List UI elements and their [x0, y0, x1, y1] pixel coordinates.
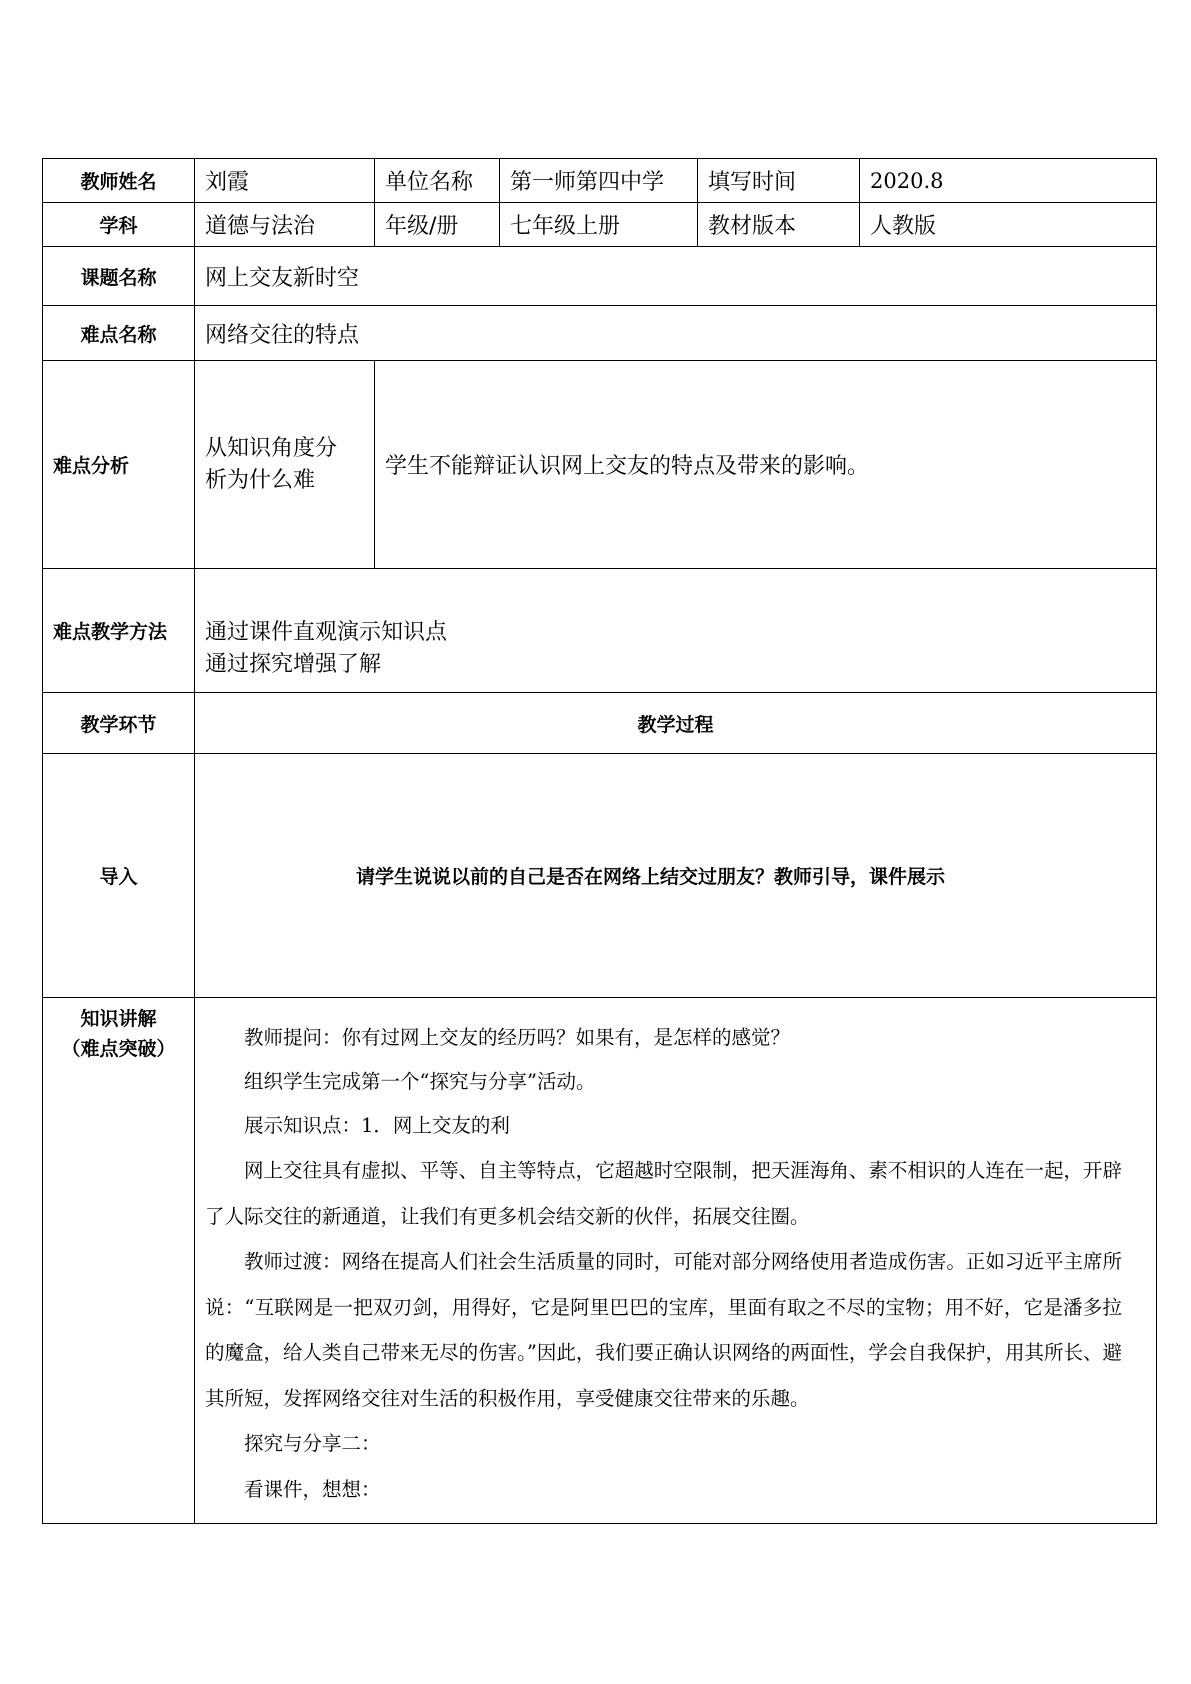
knowledge-paragraph: 看课件，想想：: [244, 1477, 381, 1501]
knowledge-content: [195, 998, 1157, 1524]
difficulty-value: 网络交往的特点: [195, 306, 1157, 361]
unit-label: 单位名称: [375, 159, 500, 203]
difficulty-row: [43, 306, 1157, 361]
subject-value: 道德与法治: [195, 203, 375, 247]
date-value: 2020.8: [860, 159, 1157, 203]
unit-value: 第一师第四中学: [500, 159, 698, 203]
knowledge-paragraph: 组织学生完成第一个“探究与分享”活动。: [244, 1070, 596, 1093]
info-row-2: [43, 203, 1157, 247]
grade-value: 七年级上册: [500, 203, 698, 247]
intro-row: [43, 754, 1157, 998]
knowledge-label-line1: 知识讲解: [80, 1008, 157, 1030]
info-row-1: [43, 159, 1157, 203]
method-content: [195, 569, 1157, 693]
lesson-plan-table: [42, 158, 1157, 1524]
knowledge-paragraph: 探究与分享二：: [244, 1432, 381, 1455]
knowledge-label: [43, 998, 195, 1524]
method-line-1: 通过课件直观演示知识点: [205, 619, 448, 645]
analysis-sub-label-line1: 从知识角度分: [205, 435, 338, 461]
process-step-label: 教学环节: [43, 693, 195, 754]
knowledge-paragraph: 网上交往具有虚拟、平等、自主等特点，它超越时空限制，把天涯海角、素不相识的人连在一起，开辟了人际交往的新通道，让我们有更多机会结交新的伙伴，拓展交往圈。: [205, 1159, 1122, 1228]
method-line-2: 通过探究增强了解: [205, 651, 382, 677]
analysis-sub-label: [195, 361, 375, 569]
intro-label: 导入: [43, 754, 195, 998]
edition-value: 人教版: [860, 203, 1157, 247]
analysis-content: 学生不能辩证认识网上交友的特点及带来的影响。: [375, 361, 1157, 569]
difficulty-label: 难点名称: [43, 306, 195, 361]
knowledge-label-line2: （难点突破）: [61, 1038, 176, 1060]
analysis-row: [43, 361, 1157, 569]
method-label: 难点教学方法: [43, 569, 195, 693]
process-header-row: [43, 693, 1157, 754]
topic-value: 网上交友新时空: [195, 247, 1157, 306]
knowledge-paragraph: 教师提问：你有过网上交友的经历吗？如果有，是怎样的感觉？: [244, 1026, 791, 1049]
knowledge-paragraph: 教师过渡：网络在提高人们社会生活质量的同时，可能对部分网络使用者造成伤害。正如习近平主席所说：“互联网是一把双刃剑，用得好，它是阿里巴巴的宝库，里面有取之不尽的宝物；用不好，它是潘多拉的魔盒，给人类自己带来无尽的伤害。”因此，我们要正确认识网络的两面性，学会自我保护，用其所长、避其所短，发挥网络交往对生活的积极作用，享受健康交往带来的乐趣。: [205, 1250, 1122, 1410]
intro-content: 请学生说说以前的自己是否在网络上结交过朋友？教师引导，课件展示: [195, 754, 1157, 998]
teacher-value: 刘霞: [195, 159, 375, 203]
topic-row: [43, 247, 1157, 306]
method-row: [43, 569, 1157, 693]
teacher-label: 教师姓名: [43, 159, 195, 203]
date-label: 填写时间: [698, 159, 860, 203]
topic-label: 课题名称: [43, 247, 195, 306]
process-label: 教学过程: [195, 693, 1157, 754]
edition-label: 教材版本: [698, 203, 860, 247]
grade-label: 年级/册: [375, 203, 500, 247]
knowledge-paragraph: 展示知识点：1．网上交友的利: [244, 1114, 510, 1137]
analysis-label: 难点分析: [43, 361, 195, 569]
analysis-sub-label-line2: 析为什么难: [205, 467, 316, 493]
knowledge-row: [43, 998, 1157, 1524]
subject-label: 学科: [43, 203, 195, 247]
